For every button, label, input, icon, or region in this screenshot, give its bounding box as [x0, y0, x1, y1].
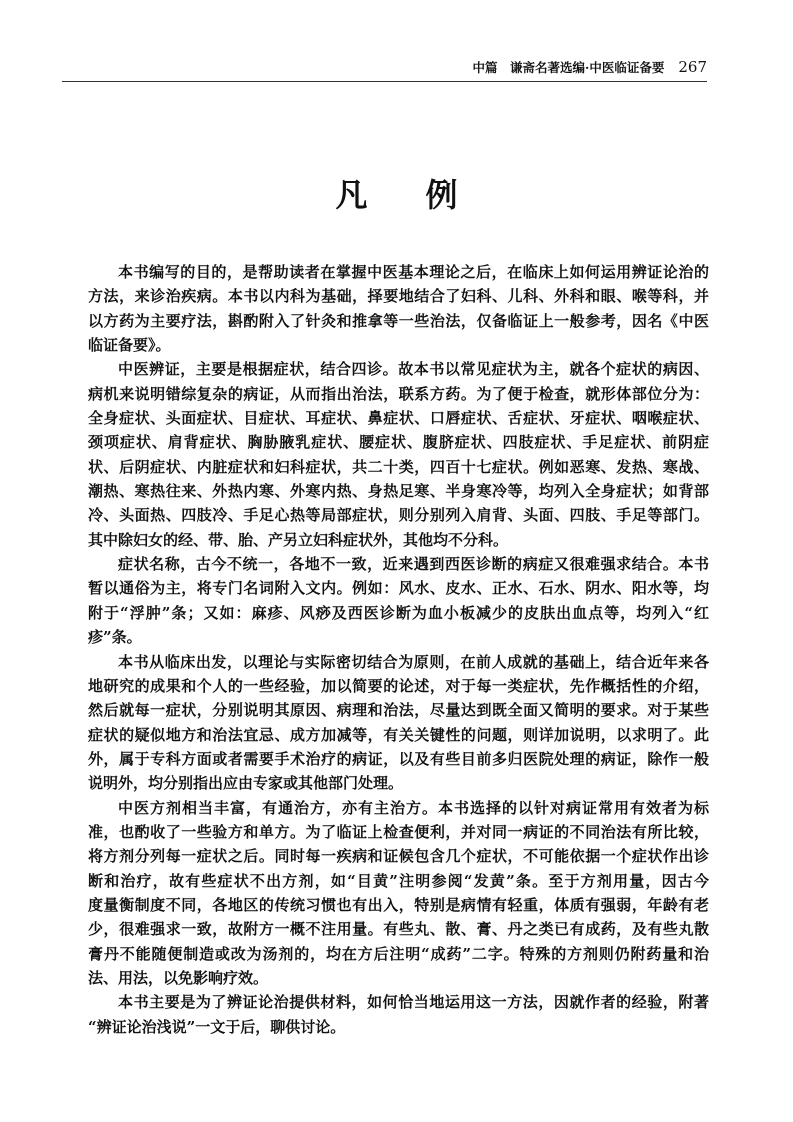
text-line: 膏丹不能随便制造或改为汤剂的，均在方后注明“成药”二字。特殊的方剂则仍附药量和治 [88, 944, 709, 963]
body-text [88, 260, 709, 1039]
text-line: 然后就每一症状，分别说明其原因、病理和治法，尽量达到既全面又简明的要求。对于某些 [88, 701, 709, 720]
text-line: 方法，来诊治疾病。本书以内科为基础，择要地结合了妇科、儿科、外科和眼、喉等科，并 [88, 287, 709, 306]
paragraph [88, 990, 709, 1039]
page-number: 267 [678, 58, 707, 76]
text-line: 准，也酌收了一些验方和单方。为了临证上检查便利，并对同一病证的不同治法有所比较， [88, 822, 709, 841]
text-line: 潮热、寒热往来、外热内寒、外寒内热、身热足寒、半身寒冷等，均列入全身症状；如背部 [88, 482, 709, 501]
text-line: “辨证论治浅说”一文于后，聊供讨论。 [88, 1017, 346, 1036]
text-line: 症状名称，古今不统一，各地不一致，近来遇到西医诊断的病症又很难强求结合。本书 [118, 555, 709, 574]
text-line: 少，很难强求一致，故附方一概不注用量。有些丸、散、膏、丹之类已有成药，及有些丸散 [88, 920, 709, 939]
text-line: 本书从临床出发，以理论与实际密切结合为原则，在前人成就的基础上，结合近年来各 [118, 652, 709, 671]
text-line: 断和治疗，故有些症状不出方剂，如“目黄”注明参阅“发黄”条。至于方剂用量，因古今 [88, 871, 709, 890]
text-line: 地研究的成果和个人的一些经验，加以简要的论述，对于每一类症状，先作概括性的介绍， [88, 676, 709, 695]
text-line: 将方剂分列每一症状之后。同时每一疾病和证候包含几个症状，不可能依据一个症状作出诊 [88, 847, 709, 866]
header-rule [62, 81, 707, 82]
running-title: 中篇 谦斋名著选编·中医临证备要 [472, 60, 665, 75]
paragraph [88, 357, 709, 552]
running-header [473, 58, 708, 76]
text-line: 病机来说明错综复杂的病证，从而指出治法，联系方药。为了便于检查，就形体部位分为： [88, 384, 709, 403]
page-title: 凡例 [335, 176, 516, 214]
text-line: 暂以通俗为主，将专门名词附入文内。例如：风水、皮水、正水、石水、阴水、阳水等，均 [88, 579, 709, 598]
text-line: 临证备要》。 [88, 336, 171, 355]
text-line: 疹”条。 [88, 628, 142, 647]
text-line: 中医方剂相当丰富，有通治方，亦有主治方。本书选择的以针对病证常用有效者为标 [118, 798, 709, 817]
text-line: 度量衡制度不同，各地区的传统习惯也有出入，特别是病情有轻重，体质有强弱，年龄有老 [88, 895, 709, 914]
text-line: 附于“浮肿”条；又如：麻疹、风痧及西医诊断为血小板减少的皮肤出血点等，均列入“红 [88, 603, 709, 622]
text-line: 冷、头面热、四肢冷、手足心热等局部症状，则分别列入肩背、头面、四肢、手足等部门。 [88, 506, 709, 525]
paragraph [88, 796, 709, 991]
text-line: 其中除妇女的经、带、胎、产另立妇科症状外，其他均不分科。 [88, 530, 509, 549]
text-line: 状、后阴症状、内脏症状和妇科症状，共二十类，四百十七症状。例如恶寒、发热、寒战、 [88, 457, 709, 476]
text-line: 以方药为主要疗法，斟酌附入了针灸和推拿等一些治法，仅备临证上一般参考，因名《中医 [88, 311, 709, 330]
text-line: 颈项症状、肩背症状、胸胁腋乳症状、腰症状、腹脐症状、四肢症状、手足症状、前阴症 [88, 433, 709, 452]
text-line: 本书主要是为了辨证论治提供材料，如何恰当地运用这一方法，因就作者的经验，附著 [118, 993, 709, 1012]
text-line: 说明外，均分别指出应由专家或其他部门处理。 [88, 774, 404, 793]
text-line: 法、用法，以免影响疗效。 [88, 968, 269, 987]
text-line: 外，属于专科方面或者需要手术治疗的病证，以及有些目前多归医院处理的病证，除作一般 [88, 749, 709, 768]
text-line: 症状的疑似地方和治法宜忌、成方加减等，有关关键性的问题，则详加说明，以求明了。此 [88, 725, 709, 744]
text-line: 本书编写的目的，是帮助读者在掌握中医基本理论之后，在临床上如何运用辨证论治的 [118, 263, 709, 281]
paragraph [88, 260, 709, 357]
paragraph [88, 552, 709, 649]
text-line: 全身症状、头面症状、目症状、耳症状、鼻症状、口唇症状、舌症状、牙症状、咽喉症状、 [88, 409, 709, 428]
text-line: 中医辨证，主要是根据症状，结合四诊。故本书以常见症状为主，就各个症状的病因、 [118, 360, 709, 379]
paragraph [88, 650, 709, 796]
